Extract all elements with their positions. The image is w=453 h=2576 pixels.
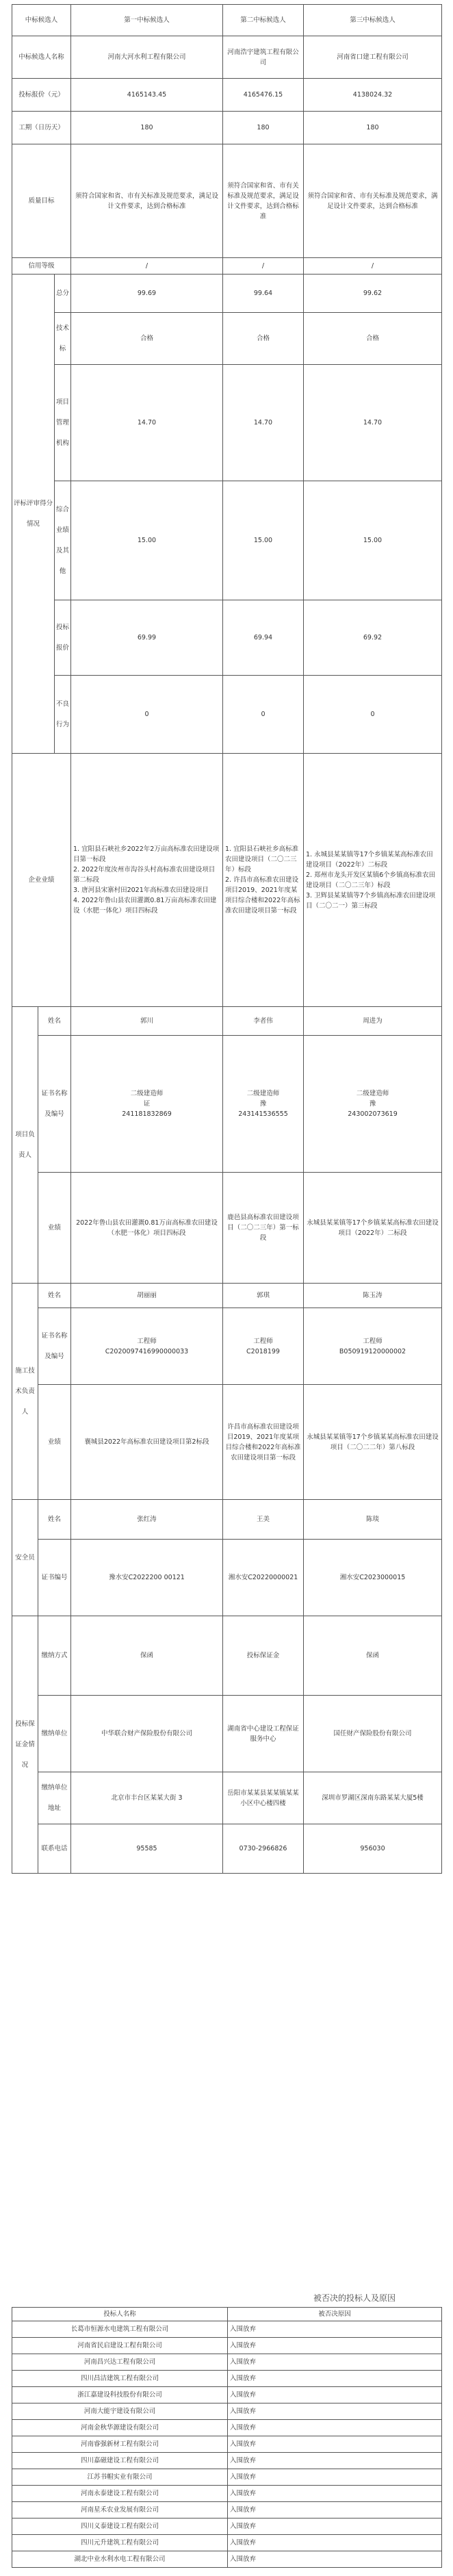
score-value: 69.99 — [71, 600, 223, 676]
price-value-1: 4165143.45 — [71, 79, 223, 112]
tech-name-row — [12, 1284, 442, 1308]
rejected-reason: 入围放弃 — [228, 2387, 442, 2403]
safety-group-label: 安全员 — [12, 1500, 38, 1616]
table-row — [12, 2321, 442, 2338]
bond-phone-row — [12, 1824, 442, 1874]
score-item-label: 综合业绩及其他 — [55, 481, 71, 600]
bond-addr-2: 岳阳市某某县某某镇某某小区中心楼四楼 — [223, 1772, 304, 1824]
rejected-name: 四川昌洁建筑工程有限公司 — [12, 2371, 228, 2387]
tech-perf-1: 襄城县2022年高标准农田建设项目第2标段 — [71, 1385, 223, 1500]
pm-group-label: 项目负责人 — [12, 1007, 38, 1284]
name-value-2: 河南浩宇建筑工程有限公司 — [223, 36, 304, 79]
bond-addr-row — [12, 1772, 442, 1824]
candidate-table — [12, 4, 442, 1874]
pm-cert-number: 243002073619 — [348, 1110, 398, 1118]
bond-group-label: 投标保证金情况 — [12, 1616, 38, 1874]
pm-perf-2: 鹿邑县高标准农田建设项目（二〇二三年）第一标段 — [223, 1173, 304, 1284]
pm-name-3: 周进为 — [304, 1007, 442, 1036]
header-row — [12, 5, 442, 36]
rejected-name: 河南大能宇建设有限公司 — [12, 2403, 228, 2420]
pm-name-2: 李者伟 — [223, 1007, 304, 1036]
quality-label: 质量目标 — [12, 144, 71, 258]
rejected-reason: 入围放弃 — [228, 2403, 442, 2420]
bond-phone-label: 联系电话 — [38, 1824, 71, 1874]
performance-value-3 — [304, 754, 442, 1007]
price-value-3: 4138024.32 — [304, 79, 442, 112]
price-label: 投标报价（元） — [12, 79, 71, 112]
pm-cert-number: 243141536555 — [238, 1110, 288, 1118]
score-row — [12, 481, 442, 600]
credit-label: 信用等级 — [12, 258, 71, 275]
credit-value-1: / — [71, 258, 223, 275]
score-value: 99.64 — [223, 275, 304, 313]
pm-cert-title: 二级建造师 — [130, 1090, 164, 1097]
candidate-2-heading: 第二中标候选人 — [223, 5, 304, 36]
name-value-3: 河南省口建工程有限公司 — [304, 36, 442, 79]
score-value: 0 — [304, 676, 442, 754]
tech-cert-number: B050919120000002 — [339, 1347, 406, 1355]
table-row — [12, 2354, 442, 2371]
name-row — [12, 36, 442, 79]
performance-item: 2. 郑州市龙头开发区某镇6个乡镇高标准农田建设项目（二〇二三年）标段 — [306, 871, 436, 889]
pm-perf-row — [12, 1173, 442, 1284]
rejected-reason: 入围放弃 — [228, 2453, 442, 2469]
tech-cert-3 — [304, 1308, 442, 1385]
rejected-reason: 入围放弃 — [228, 2535, 442, 2551]
header-label: 中标候选人 — [12, 5, 71, 36]
tech-perf-label: 业绩 — [38, 1385, 71, 1500]
score-row — [12, 365, 442, 481]
safety-name-1: 张红涛 — [71, 1500, 223, 1540]
pm-cert-title: 二级建造师 — [356, 1090, 389, 1097]
bond-phone-3: 956030 — [304, 1824, 442, 1874]
rejected-header-reason: 被否决原因 — [228, 2308, 442, 2321]
period-row — [12, 112, 442, 144]
tech-perf-row — [12, 1385, 442, 1500]
performance-item: 4. 2022年鲁山县农田灌溉0.81万亩高标准农田建设（水肥一体化）项目四标段 — [73, 897, 217, 915]
table-row — [12, 2535, 442, 2551]
score-item-label: 项目管理机构 — [55, 365, 71, 481]
rejected-name: 长葛市恒源水电建筑工程有限公司 — [12, 2321, 228, 2338]
pm-name-label: 姓名 — [38, 1007, 71, 1036]
score-row — [12, 676, 442, 754]
rejected-name: 河南昌兴达工程有限公司 — [12, 2354, 228, 2371]
table-row — [12, 2420, 442, 2436]
pm-cert-province: 证 — [143, 1100, 151, 1108]
price-value-2: 4165476.15 — [223, 79, 304, 112]
rejected-reason: 入围放弃 — [228, 2436, 442, 2453]
tech-cert-title: 工程师 — [137, 1337, 157, 1345]
tech-cert-number: C2018199 — [246, 1347, 280, 1355]
score-value: 15.00 — [304, 481, 442, 600]
quality-value-3: 须符合国家和省、市有关标准及规范要求，满足设计文件要求，达到合格标准 — [304, 144, 442, 258]
name-label: 中标候选人名称 — [12, 36, 71, 79]
score-item-label: 不良行为 — [55, 676, 71, 754]
score-row — [12, 313, 442, 365]
rejected-name: 河南星禾农业发展有限公司 — [12, 2502, 228, 2518]
performance-item: 2. 许昌市高标准农田建设项目2019、2021年度某项目综合楼和2022年高标准农田建设项目第一标段 — [225, 876, 300, 915]
credit-value-2: / — [223, 258, 304, 275]
safety-name-label: 姓名 — [38, 1500, 71, 1540]
performance-item: 3. 卫辉县某某镇等7个乡镇高标准农田建设项目（二〇二一）第三标段 — [306, 891, 436, 910]
bond-addr-label: 缴纳单位地址 — [38, 1772, 71, 1824]
pm-cert-row — [12, 1036, 442, 1173]
score-item-label: 技术标 — [55, 313, 71, 365]
rejected-reason: 入围放弃 — [228, 2551, 442, 2568]
quality-value-2: 须符合国家和省、市有关标准及规范要求，满足设计文件要求，达到合格标准 — [223, 144, 304, 258]
safety-name-2: 王美 — [223, 1500, 304, 1540]
table-row — [12, 2403, 442, 2420]
rejected-name: 湖北中业水利水电工程有限公司 — [12, 2551, 228, 2568]
bond-phone-1: 95585 — [71, 1824, 223, 1874]
tech-cert-number: C2020097416990000033 — [105, 1347, 189, 1355]
pm-cert-2 — [223, 1036, 304, 1173]
table-row — [12, 2502, 442, 2518]
performance-item: 1. 宜阳县石峡社乡高标准农田建设项目（二〇二三年）标段 — [225, 845, 299, 873]
table-row — [12, 2469, 442, 2486]
table-row — [12, 2436, 442, 2453]
score-value: 99.69 — [71, 275, 223, 313]
rejected-name: 河南永泰建设工程有限公司 — [12, 2486, 228, 2502]
rejected-name: 河南睿强新材工程有限公司 — [12, 2436, 228, 2453]
rejected-reason: 入围放弃 — [228, 2518, 442, 2535]
rejected-table — [12, 2307, 442, 2568]
rejected-reason: 入围放弃 — [228, 2502, 442, 2518]
pm-perf-3: 永城县某某镇等17个乡镇某某高标准农田建设项目（2022年）二标段 — [304, 1173, 442, 1284]
score-value: 合格 — [71, 313, 223, 365]
rejected-header-row — [12, 2308, 442, 2321]
name-value-1: 河南大河水利工程有限公司 — [71, 36, 223, 79]
rejected-reason: 入围放弃 — [228, 2338, 442, 2354]
score-value: 14.70 — [71, 365, 223, 481]
table-row — [12, 2486, 442, 2502]
score-value: 15.00 — [223, 481, 304, 600]
pm-cert-province: 豫 — [369, 1100, 376, 1108]
rejected-name: 浙江嘉建设科技股份有限公司 — [12, 2387, 228, 2403]
score-value: 69.92 — [304, 600, 442, 676]
table-row — [12, 2338, 442, 2354]
safety-name-row — [12, 1500, 442, 1540]
tech-cert-row — [12, 1308, 442, 1385]
pm-perf-1: 2022年鲁山县农田灌溉0.81万亩高标准农田建设（水肥一体化）项目四标段 — [71, 1173, 223, 1284]
safety-cert-row — [12, 1540, 442, 1616]
score-value: 69.94 — [223, 600, 304, 676]
price-row — [12, 79, 442, 112]
rejected-name: 四川元升建筑工程有限公司 — [12, 2535, 228, 2551]
score-value: 99.62 — [304, 275, 442, 313]
score-value: 合格 — [223, 313, 304, 365]
quality-value-1: 须符合国家和省、市有关标准及规范要求，满足设计文件要求，达到合格标准 — [71, 144, 223, 258]
score-row — [12, 600, 442, 676]
table-row — [12, 2453, 442, 2469]
quality-row — [12, 144, 442, 258]
bond-method-1: 保函 — [71, 1616, 223, 1696]
tech-name-3: 陈玉涛 — [304, 1284, 442, 1308]
credit-row — [12, 258, 442, 275]
performance-item: 2. 2022年度汝州市沟谷头村高标准农田建设项目第二标段 — [73, 866, 216, 884]
period-value-2: 180 — [223, 112, 304, 144]
period-value-1: 180 — [71, 112, 223, 144]
bond-method-3: 保函 — [304, 1616, 442, 1696]
safety-cert-3: 湘水安C2023000015 — [304, 1540, 442, 1616]
bond-phone-2: 0730-2966826 — [223, 1824, 304, 1874]
rejected-reason: 入围放弃 — [228, 2321, 442, 2338]
tech-cert-1 — [71, 1308, 223, 1385]
bond-method-2: 投标保证金 — [223, 1616, 304, 1696]
performance-item: 3. 唐河县宋寨村田2021年高标准农田建设项目 — [73, 887, 209, 894]
pm-perf-label: 业绩 — [38, 1173, 71, 1284]
performance-value-2 — [223, 754, 304, 1007]
rejected-reason: 入围放弃 — [228, 2420, 442, 2436]
performance-item: 1. 宜阳县石峡社乡2022年2万亩高标准农田建设项目第一标段 — [73, 845, 220, 863]
bond-unit-label: 缴纳单位 — [38, 1696, 71, 1772]
period-label: 工期（日历天） — [12, 112, 71, 144]
tech-group-label: 施工技术负责人 — [12, 1284, 38, 1500]
tech-cert-label: 证书名称及编号 — [38, 1308, 71, 1385]
rejected-name: 四川义泰建设工程有限公司 — [12, 2518, 228, 2535]
candidate-1-heading: 第一中标候选人 — [71, 5, 223, 36]
bond-unit-3: 国任财产保险股份有限公司 — [304, 1696, 442, 1772]
pm-cert-label: 证书名称及编号 — [38, 1036, 71, 1173]
bond-method-label: 缴纳方式 — [38, 1616, 71, 1696]
score-value: 合格 — [304, 313, 442, 365]
bond-method-row — [12, 1616, 442, 1696]
rejected-caption: 被否决的投标人及原因 — [313, 2293, 396, 2303]
score-value: 0 — [71, 676, 223, 754]
tech-perf-2: 许昌市高标准农田建设项目2019、2021年度某项目综合楼和2022年高标准农田建设项目第一标段 — [223, 1385, 304, 1500]
score-item-label: 总分 — [55, 275, 71, 313]
table-row — [12, 2551, 442, 2568]
rejected-reason: 入围放弃 — [228, 2354, 442, 2371]
period-value-3: 180 — [304, 112, 442, 144]
tech-perf-3: 永城县某某镇等17个乡镇某某高标准农田建设项目（二〇二二年）第八标段 — [304, 1385, 442, 1500]
rejected-header-name: 投标人名称 — [12, 2308, 228, 2321]
score-item-label: 投标报价 — [55, 600, 71, 676]
pm-cert-number: 241181832869 — [122, 1110, 172, 1118]
bond-unit-1: 中华联合财产保险股份有限公司 — [71, 1696, 223, 1772]
rejected-reason: 入围放弃 — [228, 2469, 442, 2486]
rejected-reason: 入围放弃 — [228, 2371, 442, 2387]
pm-cert-title: 二级建造师 — [246, 1090, 280, 1097]
score-group-label: 评标评审得分情况 — [12, 275, 55, 754]
candidate-3-heading: 第三中标候选人 — [304, 5, 442, 36]
bond-unit-2: 湖南省中心建设工程保证服务中心 — [223, 1696, 304, 1772]
table-row — [12, 2518, 442, 2535]
tech-name-label: 姓名 — [38, 1284, 71, 1308]
rejected-name: 河南金秋华源建设有限公司 — [12, 2420, 228, 2436]
performance-row — [12, 754, 442, 1007]
score-value: 14.70 — [304, 365, 442, 481]
pm-cert-province: 豫 — [259, 1100, 267, 1108]
bond-addr-3: 深圳市罗湖区深南东路某某大厦5楼 — [304, 1772, 442, 1824]
score-value: 0 — [223, 676, 304, 754]
performance-label: 企业业绩 — [12, 754, 71, 1007]
performance-value-1 — [71, 754, 223, 1007]
bond-addr-1: 北京市丰台区某某大街 3 — [71, 1772, 223, 1824]
rejected-reason: 入围放弃 — [228, 2486, 442, 2502]
table-row — [12, 2371, 442, 2387]
tech-name-2: 郭琪 — [223, 1284, 304, 1308]
safety-cert-1: 豫水安C2022200 00121 — [71, 1540, 223, 1616]
pm-name-row — [12, 1007, 442, 1036]
pm-cert-3 — [304, 1036, 442, 1173]
rejected-name: 河南省民启建设工程有限公司 — [12, 2338, 228, 2354]
performance-item: 1. 永城县某某镇等17个乡镇某某高标准农田建设项目（2022年）二标段 — [306, 850, 433, 869]
score-value: 14.70 — [223, 365, 304, 481]
table-row — [12, 2387, 442, 2403]
score-value: 15.00 — [71, 481, 223, 600]
pm-cert-1 — [71, 1036, 223, 1173]
tech-cert-title: 工程师 — [363, 1337, 383, 1345]
safety-cert-label: 证书编号 — [38, 1540, 71, 1616]
score-row — [12, 275, 442, 313]
safety-name-3: 陈琰 — [304, 1500, 442, 1540]
bond-unit-row — [12, 1696, 442, 1772]
rejected-name: 四川嘉磁建设工程有限公司 — [12, 2453, 228, 2469]
tech-name-1: 胡丽丽 — [71, 1284, 223, 1308]
safety-cert-2: 湘水安C20220000021 — [223, 1540, 304, 1616]
pm-name-1: 郭川 — [71, 1007, 223, 1036]
credit-value-3: / — [304, 258, 442, 275]
tech-cert-2 — [223, 1308, 304, 1385]
rejected-name: 江苏书帽实业有限公司 — [12, 2469, 228, 2486]
tech-cert-title: 工程师 — [253, 1337, 273, 1345]
